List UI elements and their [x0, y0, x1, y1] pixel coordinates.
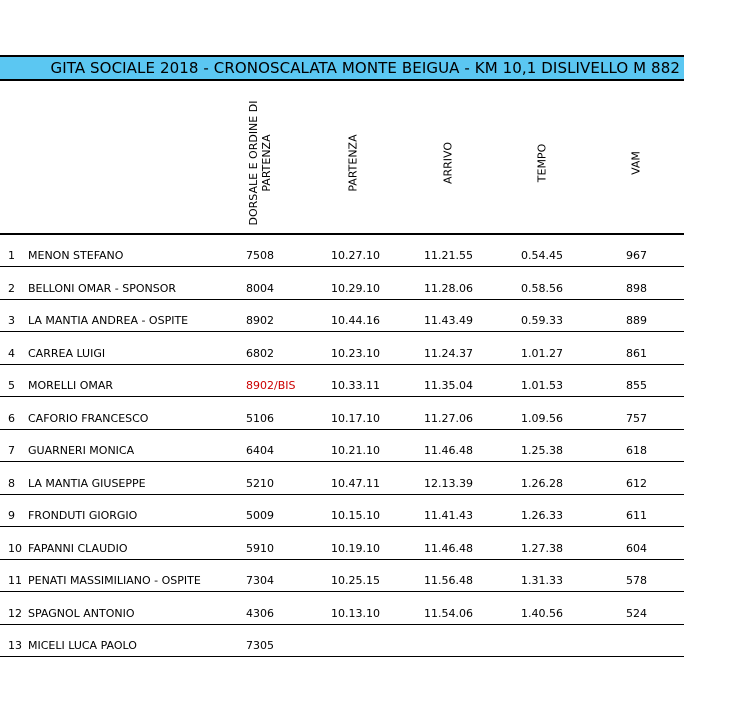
table-row — [0, 495, 684, 527]
finish-time: 11.43.49 — [424, 314, 473, 327]
bib-number: 5106 — [246, 411, 274, 425]
start-time: 10.17.10 — [331, 411, 380, 425]
finish-time: 11.46.48 — [424, 541, 473, 555]
finish-time: 11.41.43 — [424, 509, 473, 522]
elapsed-time: 1.26.33 — [521, 509, 563, 522]
finish-time: 11.35.04 — [424, 379, 473, 392]
table-row — [0, 625, 684, 657]
elapsed-time: 1.26.28 — [521, 476, 563, 490]
start-time: 10.33.11 — [331, 379, 380, 392]
start-time: 10.15.10 — [331, 509, 380, 522]
row-number: 13 — [8, 639, 22, 652]
header-dorsale-line2: PARTENZA — [260, 134, 273, 192]
header-tempo: TEMPO — [535, 143, 549, 183]
elapsed-time: 1.25.38 — [521, 444, 563, 457]
row-number: 8 — [8, 476, 15, 490]
elapsed-time: 1.01.53 — [521, 379, 563, 392]
row-number: 1 — [8, 249, 15, 262]
vam-value: 898 — [626, 281, 647, 295]
table-row — [0, 430, 684, 462]
vam-value: 611 — [626, 509, 647, 522]
bib-number: 4306 — [246, 606, 274, 620]
elapsed-time: 1.40.56 — [521, 606, 563, 620]
athlete-name: CARREA LUIGI — [28, 346, 106, 360]
page-title: GITA SOCIALE 2018 - CRONOSCALATA MONTE BEIGUA - KM 10,1 DISLIVELLO M 882 — [50, 59, 680, 77]
table-row — [0, 398, 684, 430]
finish-time: 11.21.55 — [424, 249, 473, 262]
athlete-name: BELLONI OMAR - SPONSOR — [28, 281, 177, 295]
bib-number: 8902 — [246, 314, 274, 327]
start-time: 10.19.10 — [331, 541, 380, 555]
bib-number: 5009 — [246, 509, 274, 522]
vam-value: 524 — [626, 606, 647, 620]
table-row — [0, 560, 684, 592]
elapsed-time: 0.59.33 — [521, 314, 563, 327]
finish-time: 11.24.37 — [424, 346, 473, 360]
title-bar — [0, 55, 684, 81]
athlete-name: GUARNERI MONICA — [28, 444, 135, 457]
athlete-name: CAFORIO FRANCESCO — [28, 411, 149, 425]
athlete-name: FRONDUTI GIORGIO — [28, 509, 138, 522]
table-row — [0, 463, 684, 495]
start-time: 10.44.16 — [331, 314, 380, 327]
row-number: 11 — [8, 574, 22, 587]
row-number: 6 — [8, 411, 15, 425]
vam-value: 889 — [626, 314, 647, 327]
table-row — [0, 528, 684, 560]
vam-value: 618 — [626, 444, 647, 457]
vam-value: 757 — [626, 411, 647, 425]
elapsed-time: 0.58.56 — [521, 281, 563, 295]
header-arrivo: ARRIVO — [441, 141, 455, 185]
start-time: 10.27.10 — [331, 249, 380, 262]
row-number: 5 — [8, 379, 15, 392]
vam-value: 604 — [626, 541, 647, 555]
vam-value: 855 — [626, 379, 647, 392]
table-row — [0, 268, 684, 300]
table-row — [0, 365, 684, 397]
bib-number: 6802 — [246, 346, 274, 360]
bib-number: 5210 — [246, 476, 274, 490]
bib-number: 6404 — [246, 444, 274, 457]
header-vam: VAM — [629, 151, 643, 175]
vam-value: 578 — [626, 574, 647, 587]
table-row — [0, 333, 684, 365]
vam-value: 967 — [626, 249, 647, 262]
bib-number: 7305 — [246, 639, 274, 652]
header-partenza: PARTENZA — [346, 134, 360, 192]
start-time: 10.13.10 — [331, 606, 380, 620]
finish-time: 11.27.06 — [424, 411, 473, 425]
bib-number: 5910 — [246, 541, 274, 555]
row-number: 7 — [8, 444, 15, 457]
finish-time: 11.46.48 — [424, 444, 473, 457]
athlete-name: MENON STEFANO — [28, 249, 124, 262]
header-dorsale — [240, 98, 280, 228]
row-number: 9 — [8, 509, 15, 522]
finish-time: 11.56.48 — [424, 574, 473, 587]
table-row — [0, 300, 684, 332]
start-time: 10.23.10 — [331, 346, 380, 360]
start-time: 10.29.10 — [331, 281, 380, 295]
athlete-name: MICELI LUCA PAOLO — [28, 639, 137, 652]
bib-number: 7508 — [246, 249, 274, 262]
bib-number: 8004 — [246, 281, 274, 295]
elapsed-time: 1.09.56 — [521, 411, 563, 425]
athlete-name: SPAGNOL ANTONIO — [28, 606, 135, 620]
athlete-name: FAPANNI CLAUDIO — [28, 541, 128, 555]
table-row — [0, 593, 684, 625]
header-dorsale-line1: DORSALE E ORDINE DI — [247, 100, 260, 226]
vam-value: 861 — [626, 346, 647, 360]
row-number: 4 — [8, 346, 15, 360]
athlete-name: MORELLI OMAR — [28, 379, 114, 392]
finish-time: 11.54.06 — [424, 606, 473, 620]
row-number: 12 — [8, 606, 22, 620]
row-number: 2 — [8, 281, 15, 295]
start-time: 10.21.10 — [331, 444, 380, 457]
start-time: 10.47.11 — [331, 476, 380, 490]
row-number: 3 — [8, 314, 15, 327]
bib-number: 8902/BIS — [246, 379, 296, 392]
table-row — [0, 235, 684, 267]
finish-time: 11.28.06 — [424, 281, 473, 295]
row-number: 10 — [8, 541, 22, 555]
elapsed-time: 0.54.45 — [521, 249, 563, 262]
elapsed-time: 1.27.38 — [521, 541, 563, 555]
finish-time: 12.13.39 — [424, 476, 473, 490]
athlete-name: LA MANTIA GIUSEPPE — [28, 476, 146, 490]
bib-number: 7304 — [246, 574, 274, 587]
vam-value: 612 — [626, 476, 647, 490]
elapsed-time: 1.01.27 — [521, 346, 563, 360]
athlete-name: PENATI MASSIMILIANO - OSPITE — [28, 574, 201, 587]
start-time: 10.25.15 — [331, 574, 380, 587]
athlete-name: LA MANTIA ANDREA - OSPITE — [28, 314, 189, 327]
elapsed-time: 1.31.33 — [521, 574, 563, 587]
